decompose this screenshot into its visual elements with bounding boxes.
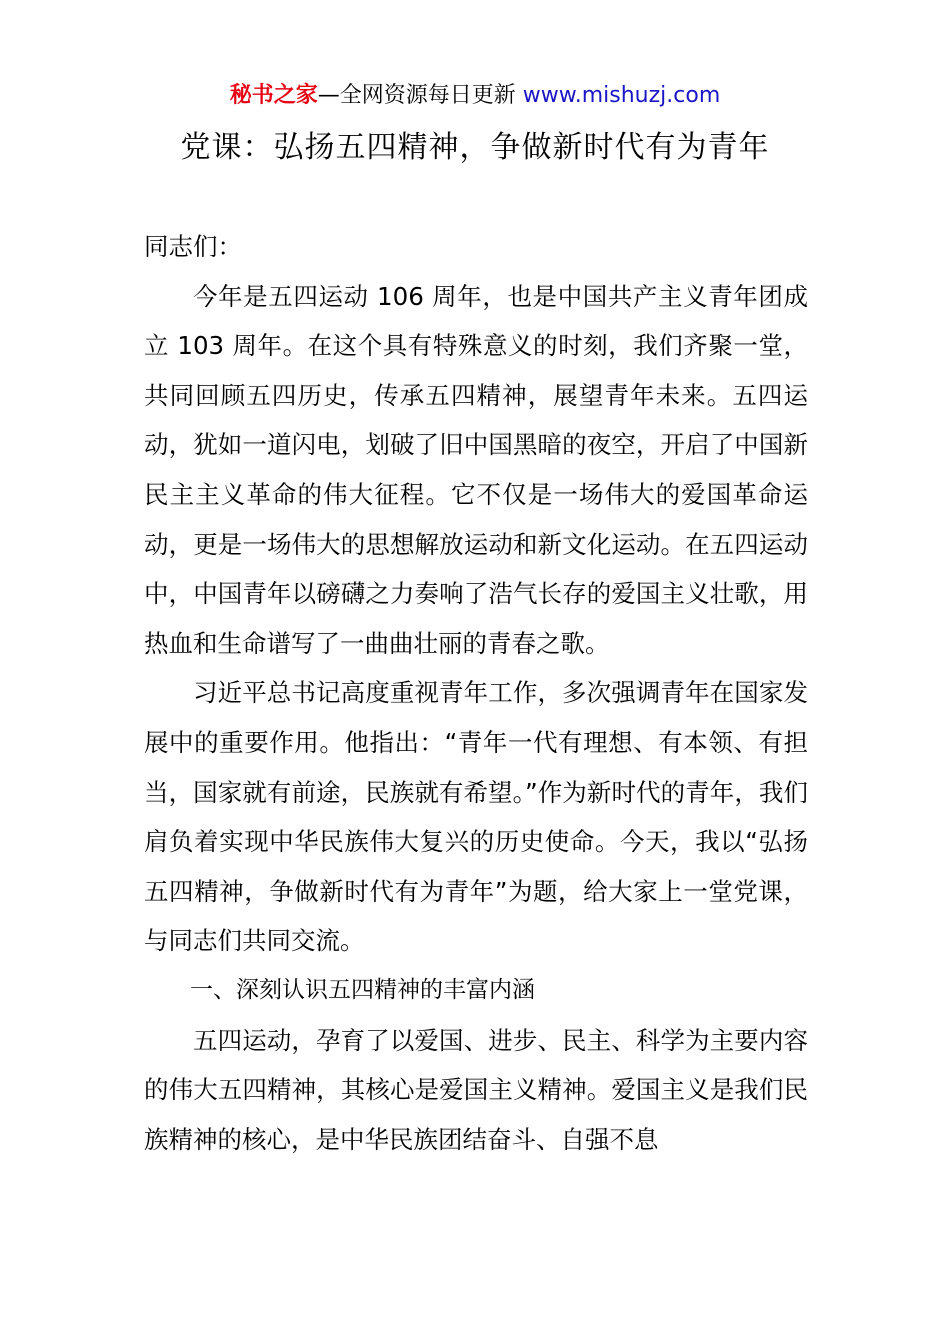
banner-url-link[interactable]: www.mishuzj.com <box>522 83 721 108</box>
body-paragraph-1: 今年是五四运动 106 周年，也是中国共产主义青年团成立 103 周年。在这个具有特殊意义的时刻，我们齐聚一堂，共同回顾五四历史，传承五四精神，展望青年未来。五四运动，犹如一道闪电，划破了旧中国黑暗的夜空，开启了中国新民主主义革命的伟大征程。它不仅是一场伟大的爱国革命运动，更是一场伟大的思想解放运动和新文化运动。在五四运动中，中国青年以磅礴之力奏响了浩气长存的爱国主义壮歌，用热血和生命谱写了一曲曲壮丽的青春之歌。 <box>144 281 808 658</box>
salutation: 同志们： <box>144 232 242 261</box>
document-body <box>144 222 808 1164</box>
banner-brand: 秘书之家 <box>229 83 318 108</box>
document-title: 党课：弘扬五四精神，争做新时代有为青年 <box>180 130 770 165</box>
section-heading: 一、深刻认识五四精神的丰富内涵 <box>190 976 535 1003</box>
site-banner <box>0 80 950 112</box>
body-paragraph-2: 习近平总书记高度重视青年工作，多次强调青年在国家发展中的重要作用。他指出：“青年一代有理想、有本领、有担当，国家就有前途，民族就有希望。”作为新时代的青年，我们肩负着实现中华民族伟大复兴的历史使命。今天，我以“弘扬五四精神，争做新时代有为青年”为题，给大家上一堂党课，与同志们共同交流。 <box>144 678 808 956</box>
section-paragraph: 五四运动，孕育了以爱国、进步、民主、科学为主要内容的伟大五四精神，其核心是爱国主义精神。爱国主义是我们民族精神的核心，是中华民族团结奋斗、自强不息 <box>144 1025 808 1154</box>
banner-slogan: —全网资源每日更新 <box>317 83 516 108</box>
